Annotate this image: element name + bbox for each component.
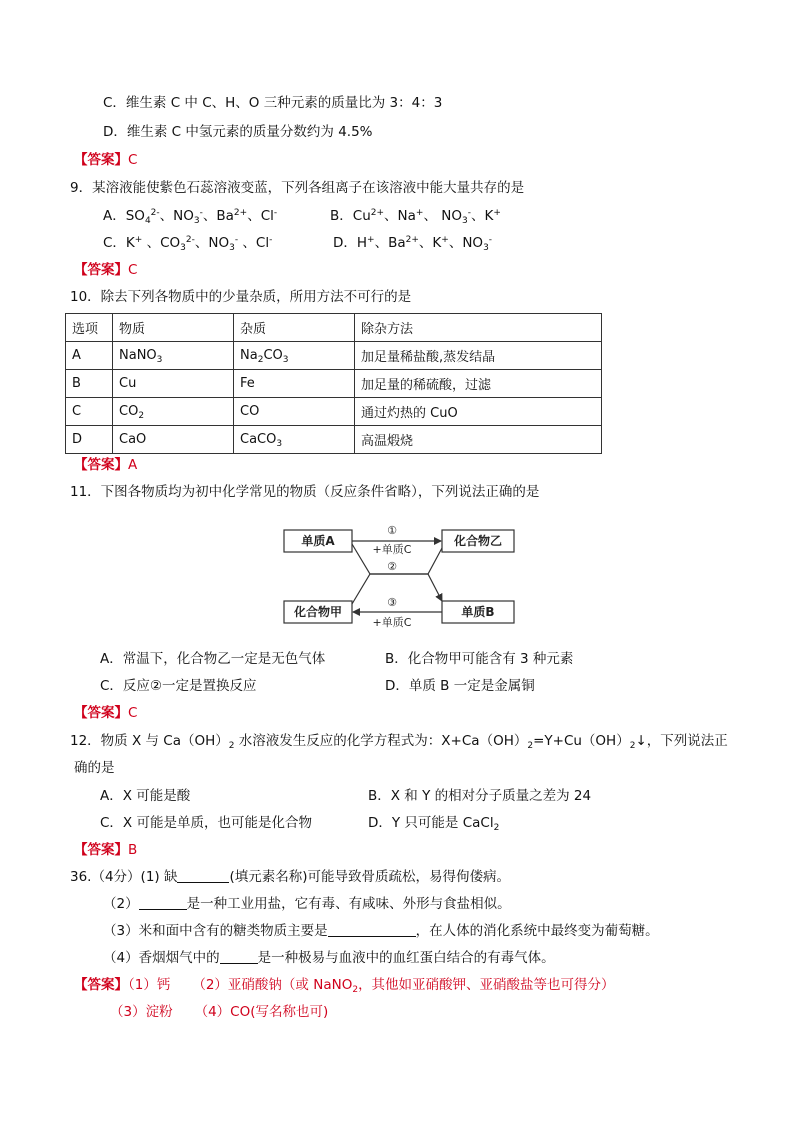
table-cell: 通过灼热的 CuO xyxy=(355,398,602,426)
q9-option-c: C．K+ 、$CO_3^{2-}$、$NO_3^-$ 、Cl- xyxy=(103,235,273,253)
table-row xyxy=(66,370,602,398)
q11-option-b: B．化合物甲可能含有 3 种元素 xyxy=(385,651,574,667)
q9-option-b: B．$Cu^{2+}$、Na+、 $NO_3^-$、K+ xyxy=(330,208,501,226)
q11-stem: 11．下图各物质均为初中化学常见的物质（反应条件省略），下列说法正确的是 xyxy=(70,484,540,500)
q11-answer: 【答案】C xyxy=(74,705,138,721)
fill-blank[interactable] xyxy=(328,922,416,937)
q9-option-a: A．$SO_4^{2-}$、$NO_3^-$、$Ba^{2+}$、Cl- xyxy=(103,208,278,226)
q10-answer: 【答案】A xyxy=(74,457,138,473)
q12-option-b: B．X 和 Y 的相对分子质量之差为 24 xyxy=(368,788,592,804)
label-reaction-3: ③ xyxy=(387,596,397,609)
q12-answer: 【答案】B xyxy=(74,842,138,858)
table-cell: 加足量稀盐酸,蒸发结晶 xyxy=(355,342,602,370)
table-cell: CaO xyxy=(113,426,234,454)
fill-blank[interactable] xyxy=(220,949,258,964)
table-header-cell: 杂质 xyxy=(234,314,355,342)
q8-option-c: C．维生素 C 中 C、H、O 三种元素的质量比为 3：4：3 xyxy=(103,95,443,111)
q9-answer: 【答案】C xyxy=(74,262,138,278)
q36-part-1: 36.（4分）(1) 缺 (填元素名称)可能导致骨质疏松，易得佝偻病。 xyxy=(70,869,511,885)
table-header-cell: 选项 xyxy=(66,314,113,342)
q12-option-a: A．X 可能是酸 xyxy=(100,788,191,804)
label-reaction-2: ② xyxy=(387,560,397,573)
label-reaction-1: ① xyxy=(387,524,397,537)
fill-blank[interactable] xyxy=(139,895,187,910)
table-cell: $Na_2CO_3$ xyxy=(234,342,355,370)
q9-option-d: D．H+、$Ba^{2+}$、K+、$NO_3^-$ xyxy=(333,235,493,253)
table-cell: Fe xyxy=(234,370,355,398)
q36-part-4: （4）香烟烟气中的 是一种极易与血液中的血红蛋白结合的有毒气体。 xyxy=(103,950,555,966)
table-cell: B xyxy=(66,370,113,398)
q8-answer: 【答案】C xyxy=(74,152,138,168)
q8-option-d: D．维生素 C 中氢元素的质量分数约为 4.5% xyxy=(103,124,373,140)
fill-blank[interactable] xyxy=(177,868,229,883)
table-cell: C xyxy=(66,398,113,426)
q36-part-2: （2） 是一种工业用盐，它有毒、有咸味、外形与食盐相似。 xyxy=(103,896,511,912)
table-cell: A xyxy=(66,342,113,370)
label-plus-c-top: +单质C xyxy=(372,543,412,556)
q12-stem-cont: 确的是 xyxy=(74,760,115,776)
table-cell: Cu xyxy=(113,370,234,398)
box-yi-label: 化合物乙 xyxy=(453,534,503,548)
q11-option-d: D．单质 B 一定是金属铜 xyxy=(385,678,535,694)
table-cell: $CO_2$ xyxy=(113,398,234,426)
label-plus-c-bottom: +单质C xyxy=(372,616,412,629)
box-a-label: 单质A xyxy=(301,534,335,548)
table-cell: 加足量的稀硫酸，过滤 xyxy=(355,370,602,398)
q11-option-a: A．常温下，化合物乙一定是无色气体 xyxy=(100,651,326,667)
table-header-row xyxy=(66,314,602,342)
q10-table xyxy=(65,313,602,454)
table-row xyxy=(66,426,602,454)
table-header-cell: 物质 xyxy=(113,314,234,342)
table-cell: NaNO$_3$ xyxy=(113,342,234,370)
table-cell: 高温煅烧 xyxy=(355,426,602,454)
q36-answer-line-1: 【答案】（1）钙 （2）亚硝酸钠（或 NaNO$_2$，其他如亚硝酸钾、亚硝酸盐等也可得分） xyxy=(74,977,615,995)
box-jia-label: 化合物甲 xyxy=(293,605,343,619)
q36-part-3: （3）米和面中含有的糖类物质主要是 ，在人体的消化系统中最终变为葡萄糖。 xyxy=(103,923,659,939)
q12-option-c: C．X 可能是单质，也可能是化合物 xyxy=(100,815,312,831)
box-b-label: 单质B xyxy=(461,605,495,619)
q36-answer-line-2: （3）淀粉 （4）CO(写名称也可) xyxy=(110,1004,329,1020)
q9-stem: 9．某溶液能使紫色石蕊溶液变蓝，下列各组离子在该溶液中能大量共存的是 xyxy=(70,180,525,196)
q12-option-d: D．Y 只可能是 CaCl$_2$ xyxy=(368,815,500,833)
q12-stem: 12．物质 X 与 $Ca(OH)_2$ 水溶液发生反应的化学方程式为：$X+Ca(OH)_2=Y+Cu(OH)_2↓$，下列说法正 xyxy=(70,733,728,751)
table-header-cell: 除杂方法 xyxy=(355,314,602,342)
q10-stem: 10．除去下列各物质中的少量杂质，所用方法不可行的是 xyxy=(70,289,412,305)
table-row xyxy=(66,398,602,426)
table-cell: CO xyxy=(234,398,355,426)
table-row xyxy=(66,342,602,370)
table-cell: CaCO$_3$ xyxy=(234,426,355,454)
q11-option-c: C．反应②一定是置换反应 xyxy=(100,678,257,694)
q11-reaction-diagram xyxy=(280,520,520,632)
table-cell: D xyxy=(66,426,113,454)
